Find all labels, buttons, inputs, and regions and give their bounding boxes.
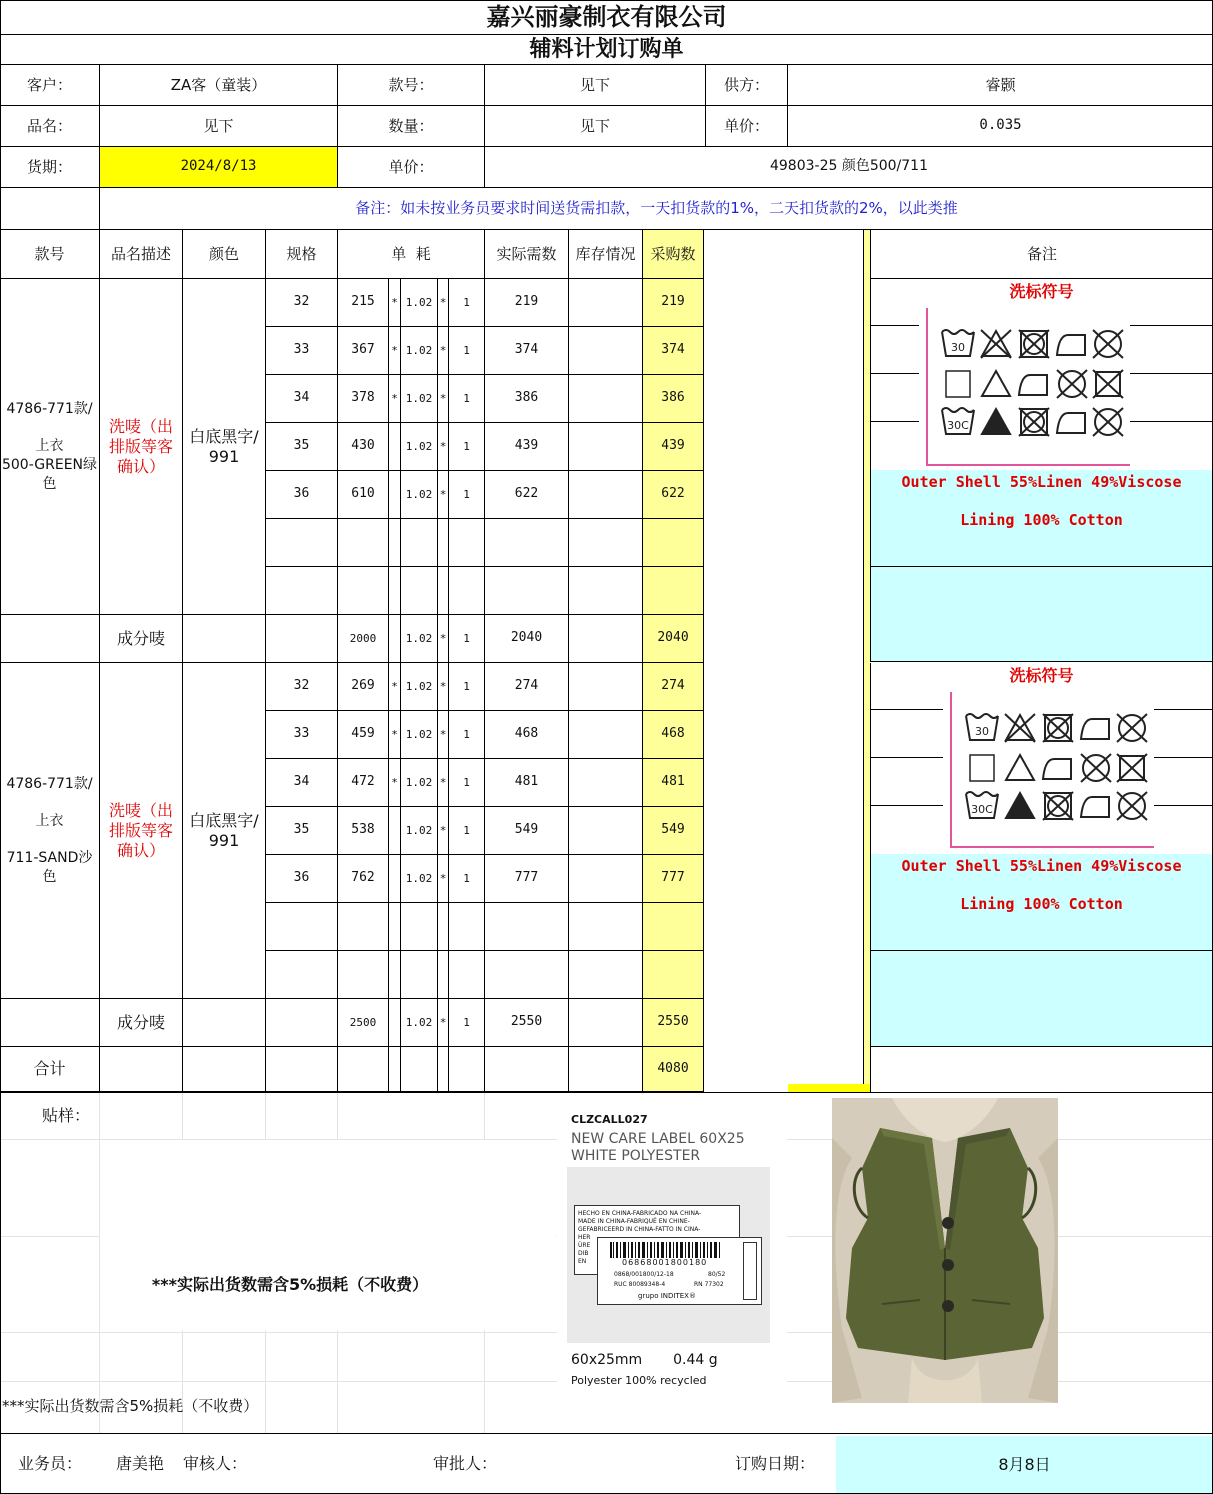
cell-factor (401, 951, 438, 999)
gap-yellow-mark (788, 1084, 870, 1092)
cell-mult: 1 (449, 471, 485, 519)
sample-note-box (100, 1140, 556, 1330)
cell-star2 (438, 567, 449, 615)
cell-stock (569, 375, 643, 423)
label-back-line: ÜRE (578, 1242, 591, 1249)
cell-stock (569, 759, 643, 807)
cell-mult: 1 (449, 279, 485, 327)
total-desc (100, 1047, 183, 1092)
order-date-label: 订购日期： (734, 1454, 815, 1473)
cell-qty (338, 567, 389, 615)
remark-blank (0, 188, 100, 230)
cell-star1 (389, 855, 401, 903)
qty-label: 数量： (338, 106, 485, 147)
label-brand: grupo INDITEX® (638, 1292, 696, 1300)
unit-price-label: 单价： (338, 147, 485, 188)
cell-stock (569, 903, 643, 951)
total-purchase: 4080 (643, 1047, 704, 1092)
cell-qty: 367 (338, 327, 389, 375)
sample-label: 贴样： (41, 1106, 90, 1125)
cell-actual: 622 (485, 471, 569, 519)
sample-note-plain: ***实际出货数需含5%损耗（不收费） (2, 1396, 259, 1415)
cell-mult: 1 (449, 855, 485, 903)
group1-style-line3: 500-GREEN绿 (1, 456, 98, 473)
cell-star2: * (438, 279, 449, 327)
label-small-right: 80/52 (708, 1271, 726, 1278)
cell-stock (569, 711, 643, 759)
group1-comp-star1 (389, 615, 401, 663)
cell-purchase: 777 (643, 855, 704, 903)
cell-size: 33 (266, 327, 338, 375)
label-weight: 0.44 g (673, 1352, 718, 1368)
group2-style-line1: 4786-771款/ (6, 775, 93, 792)
group1-style-line4: 色 (42, 475, 57, 492)
group1-comp-purchase: 2040 (643, 615, 704, 663)
cell-star1 (389, 807, 401, 855)
company-name: 嘉兴丽豪制衣有限公司 (486, 2, 727, 31)
group2-comp-qty: 2500 (338, 999, 389, 1047)
cell-qty (338, 519, 389, 567)
salesman-label: 业务员： (17, 1454, 82, 1473)
cell-actual: 481 (485, 759, 569, 807)
group1-comp-desc: 成分唛 (100, 615, 183, 663)
name-label: 品名： (0, 106, 100, 147)
label-back-line: MADE IN CHINA-FABRIQUÉ EN CHINE- (578, 1218, 690, 1225)
cell-star2: * (438, 375, 449, 423)
svg-text:30C: 30C (971, 803, 993, 816)
total-star2 (438, 1047, 449, 1092)
group1-comp-star2: * (438, 615, 449, 663)
group1-comp-style (0, 615, 100, 663)
cell-actual (485, 951, 569, 999)
group2-comp-size (266, 999, 338, 1047)
label-material: Polyester 100% recycled (571, 1374, 707, 1387)
cell-star1 (389, 423, 401, 471)
label-dimensions (571, 1352, 718, 1368)
customer-value: ZA客（童装） (100, 65, 338, 106)
cell-star1: * (389, 327, 401, 375)
approver-label: 审批人： (432, 1454, 497, 1473)
group1-desc: 洗唛（出排版等客确认） (100, 279, 183, 615)
group1-comp-stock (569, 615, 643, 663)
group1-comp-mult: 1 (449, 615, 485, 663)
cell-actual: 549 (485, 807, 569, 855)
cell-purchase: 439 (643, 423, 704, 471)
cell-factor (401, 567, 438, 615)
cell-purchase: 468 (643, 711, 704, 759)
cell-purchase: 219 (643, 279, 704, 327)
group2-comp-stock (569, 999, 643, 1047)
cell-star1 (389, 471, 401, 519)
cell-size (266, 519, 338, 567)
cell-qty: 378 (338, 375, 389, 423)
cell-qty: 459 (338, 711, 389, 759)
group2-comp-desc: 成分唛 (100, 999, 183, 1047)
group2-comp-actual: 2550 (485, 999, 569, 1047)
cell-stock (569, 519, 643, 567)
label-title-line1: NEW CARE LABEL 60X25 (571, 1131, 745, 1147)
cell-factor: 1.02 (401, 375, 438, 423)
cell-star1: * (389, 375, 401, 423)
delivery-label: 货期： (0, 147, 100, 188)
cell-actual (485, 567, 569, 615)
group2-comp-star2: * (438, 999, 449, 1047)
cell-size: 36 (266, 471, 338, 519)
cell-size: 32 (266, 663, 338, 711)
supplier-label: 供方： (706, 65, 788, 106)
cell-size: 36 (266, 855, 338, 903)
cell-stock (569, 567, 643, 615)
remark-note: 备注：如未按业务员要求时间送货需扣款，一天扣货款的1%，二天扣货款的2%，以此类推 (100, 188, 1213, 230)
cell-mult (449, 567, 485, 615)
cell-purchase: 374 (643, 327, 704, 375)
group1-comp-area (870, 470, 1213, 662)
price-label: 单价： (706, 106, 788, 147)
vest-photo-icon (832, 1098, 1058, 1403)
group1-comp-line2: Lining 100% Cotton (960, 511, 1123, 529)
cell-qty: 610 (338, 471, 389, 519)
total-color (183, 1047, 266, 1092)
cell-mult: 1 (449, 807, 485, 855)
group2-comp-area (870, 854, 1213, 1047)
reviewer-label: 审核人： (182, 1454, 247, 1473)
group1-comp-factor: 1.02 (401, 615, 438, 663)
cell-purchase (643, 567, 704, 615)
group2-comp-line2: Lining 100% Cotton (960, 895, 1123, 913)
cell-purchase: 622 (643, 471, 704, 519)
cell-factor: 1.02 (401, 279, 438, 327)
cell-stock (569, 855, 643, 903)
cell-star2 (438, 519, 449, 567)
cell-stock (569, 327, 643, 375)
cell-factor: 1.02 (401, 327, 438, 375)
style-label: 款号： (338, 65, 485, 106)
group1-wash-title: 洗标符号 (1009, 282, 1074, 301)
cell-star2: * (438, 855, 449, 903)
cell-size: 32 (266, 279, 338, 327)
cell-mult: 1 (449, 759, 485, 807)
cell-purchase (643, 951, 704, 999)
label-tab (743, 1242, 757, 1300)
cell-factor (401, 519, 438, 567)
cell-purchase: 386 (643, 375, 704, 423)
cell-factor: 1.02 (401, 759, 438, 807)
total-mult (449, 1047, 485, 1092)
group1-comp-size (266, 615, 338, 663)
cell-star1 (389, 951, 401, 999)
header-stock: 库存情况 (569, 230, 643, 279)
name-value: 见下 (100, 106, 338, 147)
cell-size: 35 (266, 807, 338, 855)
cell-size (266, 951, 338, 999)
salesman-name: 唐美艳 (115, 1454, 164, 1473)
cell-purchase: 549 (643, 807, 704, 855)
cell-purchase: 274 (643, 663, 704, 711)
sample-note-bold: ***实际出货数需含5%损耗（不收费） (151, 1275, 429, 1294)
cell-factor: 1.02 (401, 663, 438, 711)
label-title-line2: WHITE POLYESTER (571, 1148, 701, 1164)
header-consumption: 单 耗 (338, 230, 485, 279)
cell-size: 34 (266, 759, 338, 807)
header-style: 款号 (0, 230, 100, 279)
group2-style-line3: 711-SAND沙 (6, 849, 93, 866)
price-value: 0.035 (788, 106, 1213, 147)
cell-qty (338, 903, 389, 951)
cell-qty: 472 (338, 759, 389, 807)
label-rn: RN 77302 (694, 1281, 724, 1288)
cell-qty (338, 951, 389, 999)
cell-actual: 374 (485, 327, 569, 375)
group2-style (0, 663, 100, 999)
style-value: 见下 (485, 65, 706, 106)
label-code: CLZCALL027 (571, 1113, 648, 1126)
label-back-line: DIB (578, 1250, 589, 1257)
group2-style-line2: 上衣 (35, 812, 64, 829)
cell-mult: 1 (449, 375, 485, 423)
cell-star2: * (438, 663, 449, 711)
cell-actual: 274 (485, 663, 569, 711)
cell-mult: 1 (449, 711, 485, 759)
cell-factor: 1.02 (401, 471, 438, 519)
cell-factor (401, 903, 438, 951)
cell-stock (569, 951, 643, 999)
group1-comp-color (183, 615, 266, 663)
cell-size (266, 567, 338, 615)
garment-photo (832, 1098, 1058, 1403)
care-label-sample (557, 1097, 787, 1395)
cell-size (266, 903, 338, 951)
cell-actual: 777 (485, 855, 569, 903)
cell-mult: 1 (449, 423, 485, 471)
unit-price-note: 49803-25 颜色500/711 (485, 147, 1213, 188)
total-star1 (389, 1047, 401, 1092)
label-small-left: 0868/001800/12-18 (614, 1271, 674, 1278)
total-size (266, 1047, 338, 1092)
cell-qty: 215 (338, 279, 389, 327)
group2-comp-line1: Outer Shell 55%Linen 49%Viscose (901, 857, 1182, 875)
cell-factor: 1.02 (401, 807, 438, 855)
group2-comp-color (183, 999, 266, 1047)
cell-star2: * (438, 327, 449, 375)
group2-comp-style (0, 999, 100, 1047)
cell-actual: 439 (485, 423, 569, 471)
cell-purchase: 481 (643, 759, 704, 807)
group1-color: 白底黑字/991 (183, 279, 266, 615)
cell-stock (569, 423, 643, 471)
cell-star1 (389, 519, 401, 567)
cell-size: 33 (266, 711, 338, 759)
cell-size: 34 (266, 375, 338, 423)
cell-actual: 386 (485, 375, 569, 423)
cell-star1: * (389, 759, 401, 807)
cell-star2: * (438, 711, 449, 759)
total-factor (401, 1047, 438, 1092)
group1-comp-qty: 2000 (338, 615, 389, 663)
label-back-line: HER (578, 1234, 591, 1241)
group2-comp-star1 (389, 999, 401, 1047)
cell-star2: * (438, 471, 449, 519)
header-size: 规格 (266, 230, 338, 279)
group1-comp-actual: 2040 (485, 615, 569, 663)
group1-style-line2: 上衣 (35, 437, 64, 454)
cell-star1 (389, 567, 401, 615)
group2-comp-purchase: 2550 (643, 999, 704, 1047)
barcode-number: 06868001800180 (622, 1258, 708, 1267)
total-qty (338, 1047, 389, 1092)
label-front-sheet (597, 1237, 762, 1305)
cell-star2 (438, 951, 449, 999)
header-purchase: 采购数 (643, 230, 704, 279)
svg-text:30: 30 (975, 725, 989, 738)
header-remark: 备注 (870, 230, 1213, 279)
cell-mult (449, 951, 485, 999)
total-label: 合计 (0, 1047, 100, 1092)
group1-style-line1: 4786-771款/ (6, 400, 93, 417)
cell-purchase (643, 519, 704, 567)
cell-mult: 1 (449, 663, 485, 711)
header-desc: 品名描述 (100, 230, 183, 279)
label-ruc: RUC 80089348-4 (614, 1281, 666, 1288)
group2-color: 白底黑字/991 (183, 663, 266, 999)
qty-value: 见下 (485, 106, 706, 147)
cell-stock (569, 279, 643, 327)
cell-star1: * (389, 711, 401, 759)
cell-qty: 762 (338, 855, 389, 903)
cell-qty: 269 (338, 663, 389, 711)
group1-care-symbols (926, 308, 1130, 466)
document-title: 辅料计划订购单 (0, 34, 1213, 65)
cell-stock (569, 807, 643, 855)
cell-star1 (389, 903, 401, 951)
label-size: 60x25mm (571, 1352, 643, 1368)
group2-wash-title: 洗标符号 (1009, 666, 1074, 685)
customer-label: 客户： (0, 65, 100, 106)
svg-text:30C: 30C (947, 419, 969, 432)
cell-qty: 538 (338, 807, 389, 855)
delivery-date: 2024/8/13 (100, 147, 338, 188)
cell-size: 35 (266, 423, 338, 471)
header-actual: 实际需数 (485, 230, 569, 279)
cell-stock (569, 663, 643, 711)
label-back-line: GEFABRICEERD IN CHINA-FATTO IN CINA- (578, 1226, 701, 1233)
supplier-value: 睿颢 (788, 65, 1213, 106)
label-back-line: HECHO EN CHINA-FABRICADO NA CHINA- (578, 1210, 702, 1217)
total-actual (485, 1047, 569, 1092)
cell-star1: * (389, 663, 401, 711)
cell-actual (485, 519, 569, 567)
cell-factor: 1.02 (401, 711, 438, 759)
cell-stock (569, 471, 643, 519)
total-stock (569, 1047, 643, 1092)
label-title (571, 1131, 745, 1165)
header-color: 颜色 (183, 230, 266, 279)
group2-desc: 洗唛（出排版等客确认） (100, 663, 183, 999)
cell-mult: 1 (449, 327, 485, 375)
label-back-line: EN (578, 1258, 587, 1265)
total-remark (870, 1047, 1213, 1092)
cell-mult (449, 519, 485, 567)
cell-star2: * (438, 423, 449, 471)
group2-style-line4: 色 (42, 868, 57, 885)
label-panel (567, 1167, 770, 1343)
cell-star2: * (438, 807, 449, 855)
gap-column (704, 230, 864, 1092)
cell-actual (485, 903, 569, 951)
cell-factor: 1.02 (401, 423, 438, 471)
group2-care-symbols (950, 692, 1154, 848)
cell-actual: 219 (485, 279, 569, 327)
group1-comp-line1: Outer Shell 55%Linen 49%Viscose (901, 473, 1182, 491)
cell-purchase (643, 903, 704, 951)
cell-qty: 430 (338, 423, 389, 471)
cell-star1: * (389, 279, 401, 327)
cell-star2: * (438, 759, 449, 807)
cell-factor: 1.02 (401, 855, 438, 903)
group2-comp-factor: 1.02 (401, 999, 438, 1047)
cell-star2 (438, 903, 449, 951)
order-date-value: 8月8日 (836, 1436, 1213, 1493)
svg-text:30: 30 (951, 341, 965, 354)
cell-actual: 468 (485, 711, 569, 759)
group2-comp-mult: 1 (449, 999, 485, 1047)
cell-mult (449, 903, 485, 951)
group1-style (0, 279, 100, 615)
